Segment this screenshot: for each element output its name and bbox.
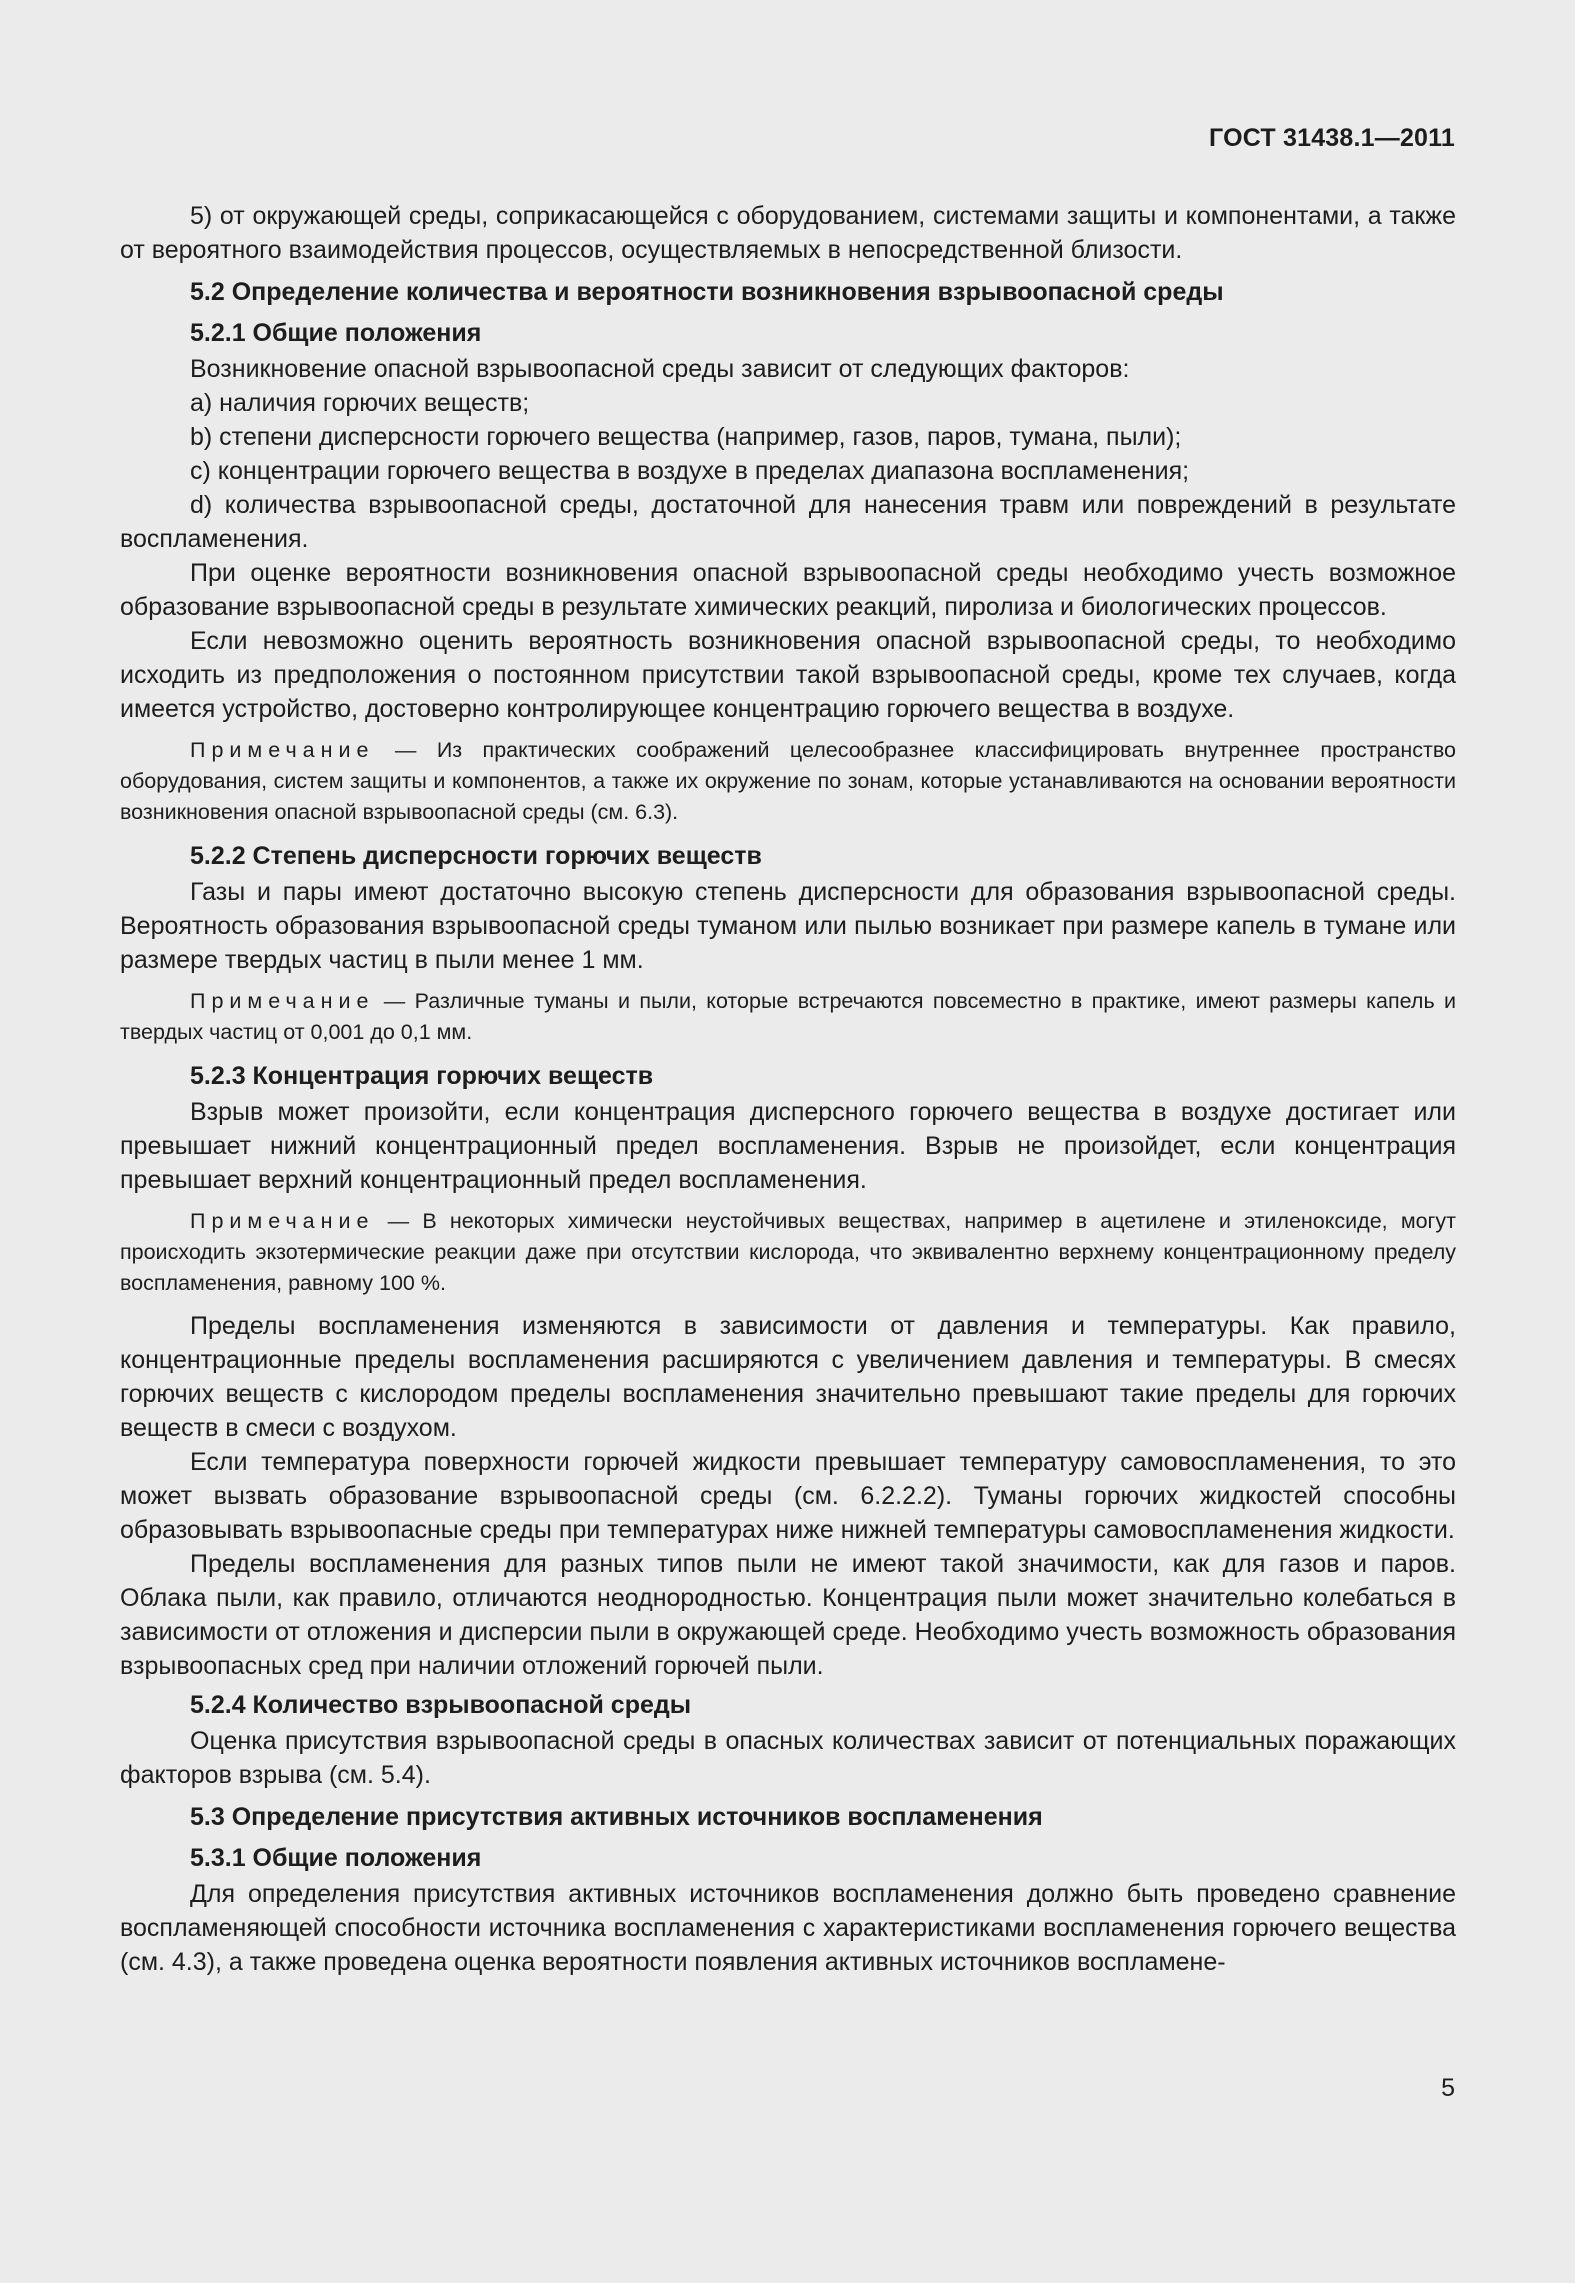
paragraph-5-2-3-3: Если температура поверхности горючей жидкости превышает температуру самовоспламенения, то это может вызвать образование взрывоопасной среды (см. 6.2.2.2). Туманы горючих жидкостей способны образовывать взрывоопасные среды при температурах ниже нижней температуры самовоспламенения жидкости. bbox=[120, 1448, 1456, 1544]
paragraph-item-5: 5) от окружающей среды, соприкасающейся с оборудованием, системами защиты и компонентами, а также от вероятного взаимодействия процессов, осуществляемых в непосредственной близости. bbox=[120, 202, 1456, 264]
paragraph-5-2-3-1: Взрыв может произойти, если концентрация дисперсного горючего вещества в воздухе достигает или превышает нижний концентрационный предел воспламенения. Взрыв не произойдет, если концентрация превышает верхний концентрационный предел воспламенения. bbox=[120, 1098, 1456, 1194]
note-3 bbox=[120, 1206, 1456, 1299]
list-item-d: d) количества взрывоопасной среды, достаточной для нанесения травм или повреждений в результате воспламенения. bbox=[120, 491, 1456, 553]
note-label: Примечание bbox=[190, 1209, 375, 1233]
section-heading-5-2-4: 5.2.4 Количество взрывоопасной среды bbox=[190, 1691, 692, 1719]
document-body bbox=[120, 199, 1456, 1979]
note-text: — Различные туманы и пыли, которые встречаются повсеместно в практике, имеют размеры капель и твердых частиц от 0,001 до 0,1 мм. bbox=[120, 989, 1456, 1044]
list-item-a: а) наличия горючих веществ; bbox=[190, 389, 530, 417]
section-heading-5-2-2: 5.2.2 Степень дисперсности горючих веществ bbox=[190, 842, 762, 870]
list-item-b: b) степени дисперсности горючего вещества (например, газов, паров, тумана, пыли); bbox=[190, 423, 1182, 451]
paragraph-5-2-3-4: Пределы воспламенения для разных типов пыли не имеют такой значимости, как для газов и паров. Облака пыли, как правило, отличаются неоднородностью. Концентрация пыли может значительно колебаться в зависимости от отложения и дисперсии пыли в окружающей среде. Необходимо учесть возможность образования взрывоопасных сред при наличии отложений горючей пыли. bbox=[120, 1550, 1456, 1680]
paragraph-5-2-2: Газы и пары имеют достаточно высокую степень дисперсности для образования взрывоопасной среды. Вероятность образования взрывоопасной среды туманом или пылью возникает при размере капель в тумане или размере твердых частиц в пыли менее 1 мм. bbox=[120, 878, 1456, 974]
section-heading-5-3-1: 5.3.1 Общие положения bbox=[190, 1844, 482, 1872]
paragraph-5-2-3-2: Пределы воспламенения изменяются в зависимости от давления и температуры. Как правило, концентрационные пределы воспламенения расширяются с увеличением давления и температуры. В смесях горючих веществ с кислородом пределы воспламенения значительно превышают такие пределы для горючих веществ в смеси с воздухом. bbox=[120, 1312, 1456, 1442]
note-2 bbox=[120, 986, 1456, 1048]
document-header: ГОСТ 31438.1—2011 bbox=[1209, 124, 1455, 152]
section-heading-5-3: 5.3 Определение присутствия активных источников воспламенения bbox=[190, 1803, 1043, 1831]
note-label: Примечание bbox=[190, 738, 375, 762]
note-text: — Из практических соображений целесообразнее классифицировать внутреннее пространство оборудования, систем защиты и компонентов, а также их окружение по зонам, которые устанавливаются на основании вероятности возникновения опасной взрывоопасной среды (см. 6.3). bbox=[120, 738, 1456, 824]
page-number: 5 bbox=[1441, 2074, 1455, 2102]
paragraph-5-2-4: Оценка присутствия взрывоопасной среды в опасных количествах зависит от потенциальных поражающих факторов взрыва (см. 5.4). bbox=[120, 1727, 1456, 1789]
paragraph-5-2-1-2: Если невозможно оценить вероятность возникновения опасной взрывоопасной среды, то необходимо исходить из предположения о постоянном присутствии такой взрывоопасной среды, кроме тех случаев, когда имеется устройство, достоверно контролирующее концентрацию горючего вещества в воздухе. bbox=[120, 627, 1456, 723]
note-label: Примечание bbox=[190, 989, 375, 1013]
list-item-c: с) концентрации горючего вещества в воздухе в пределах диапазона воспламенения; bbox=[190, 457, 1190, 485]
paragraph-5-2-1-1: При оценке вероятности возникновения опасной взрывоопасной среды необходимо учесть возможное образование взрывоопасной среды в результате химических реакций, пиролиза и биологических процессов. bbox=[120, 559, 1456, 621]
paragraph-5-3-1: Для определения присутствия активных источников воспламенения должно быть проведено сравнение воспламеняющей способности источника воспламенения с характеристиками воспламенения горючего вещества (см. 4.3), а также проведена оценка вероятности появления активных источников воспламене- bbox=[120, 1880, 1456, 1976]
note-text: — В некоторых химически неустойчивых веществах, например в ацетилене и этиленоксиде, могут происходить экзотермические реакции даже при отсутствии кислорода, что эквивалентно верхнему концентрационному пределу воспламенения, равному 100 %. bbox=[120, 1209, 1456, 1295]
section-heading-5-2: 5.2 Определение количества и вероятности возникновения взрывоопасной среды bbox=[190, 278, 1224, 306]
section-heading-5-2-1: 5.2.1 Общие положения bbox=[190, 319, 482, 347]
section-heading-5-2-3: 5.2.3 Концентрация горючих веществ bbox=[190, 1062, 654, 1090]
note-1 bbox=[120, 735, 1456, 828]
paragraph-5-2-1-lead: Возникновение опасной взрывоопасной среды зависит от следующих факторов: bbox=[190, 355, 1130, 383]
